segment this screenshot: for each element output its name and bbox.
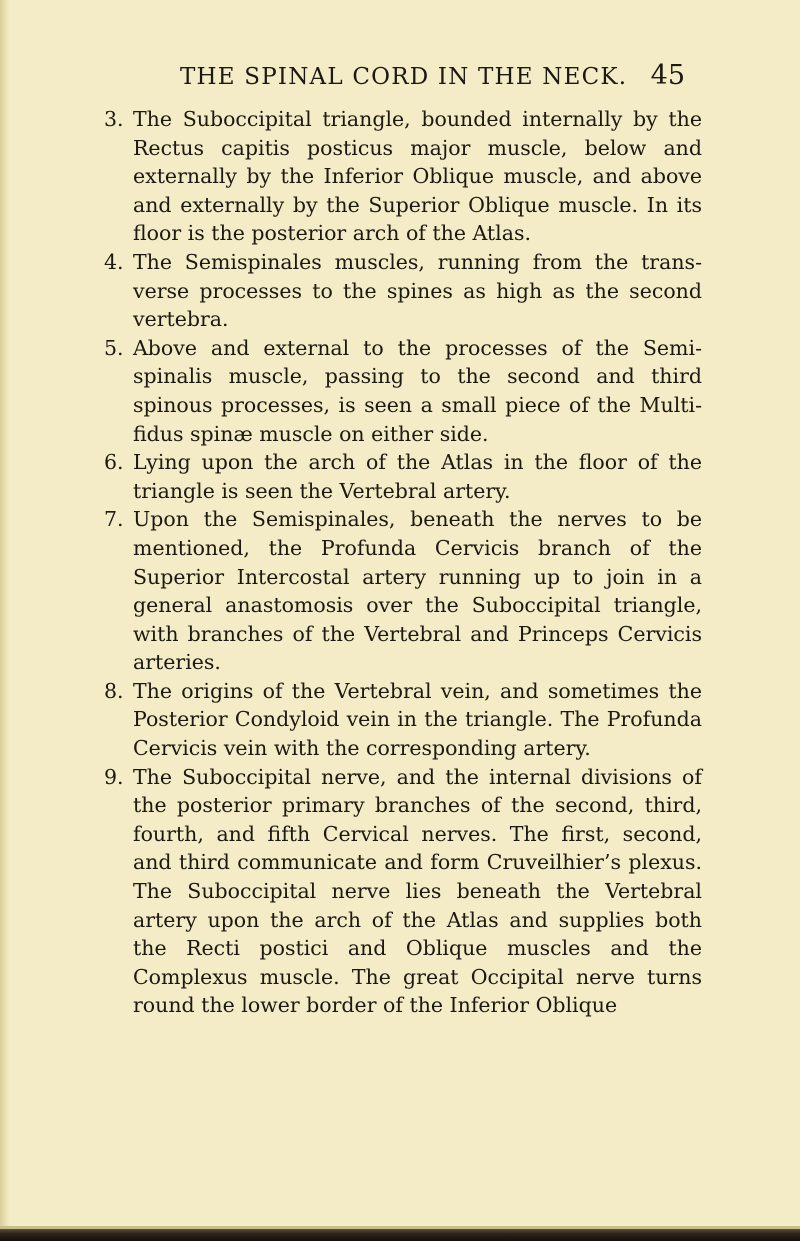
item-text: Upon the Semispinales, beneath the nerves to be mentioned, the Profunda Cervicis branch of the Superior Intercostal artery running up to join in a general anastomosis over the Suboccipital triangle, with branches of the Vertebral and Princeps Cervicis arteries.: [133, 507, 702, 675]
page-number: 45: [650, 60, 685, 91]
item-number: 5.: [104, 335, 124, 360]
list-item: [104, 448, 702, 505]
running-head: THE SPINAL CORD IN THE NECK.: [180, 64, 628, 90]
item-text: The origins of the Vertebral vein, and sometimes the Posterior Condyloid vein in the triangle. The Profunda Cervicis vein with the corresponding artery.: [133, 678, 702, 761]
page-bottom-edge: [0, 1229, 800, 1241]
page-edge-shadow: [0, 0, 10, 1241]
item-text: The Suboccipital triangle, bounded internally by the Rectus capitis posticus major muscle, below and externally by the Inferior Oblique muscle, and above and externally by the Superior Oblique muscle. In its floor is the posterior arch of the Atlas.: [133, 107, 702, 246]
item-number: 8.: [104, 678, 124, 703]
list-item: [104, 677, 702, 763]
list-item: [104, 334, 702, 448]
item-number: 4.: [104, 249, 124, 274]
item-number: 7.: [104, 507, 124, 532]
list-item: [104, 505, 702, 677]
list-item: [104, 105, 702, 248]
page-body: [104, 105, 702, 1020]
item-number: 6.: [104, 450, 124, 475]
item-text: The Suboccipital nerve, and the internal divisions of the posterior primary branches of the second, third, fourth, and fifth Cervical nerves. The first, second, and third communicate and form Cruveilhier’s plexus. The Suboccipital nerve lies beneath the Vertebral artery upon the arch of the Atlas and supplies both the Recti postici and Oblique muscles and the Complexus muscle. The great Occipital nerve turns round the lower border of the Inferior Oblique: [133, 764, 702, 1018]
list-item: [104, 763, 702, 1020]
item-number: 3.: [104, 107, 124, 131]
page-header: [180, 60, 685, 100]
item-number: 9.: [104, 764, 124, 789]
item-text: Above and external to the processes of the Semispinalis muscle, passing to the second and third spinous processes, is seen a small piece of the Multifidus spinæ muscle on either side.: [133, 335, 702, 446]
list-item: [104, 248, 702, 334]
item-text: Lying upon the arch of the Atlas in the floor of the triangle is seen the Vertebral artery.: [133, 450, 702, 503]
item-text: The Semispinales muscles, running from the transverse processes to the spines as high as the second vertebra.: [133, 249, 702, 332]
